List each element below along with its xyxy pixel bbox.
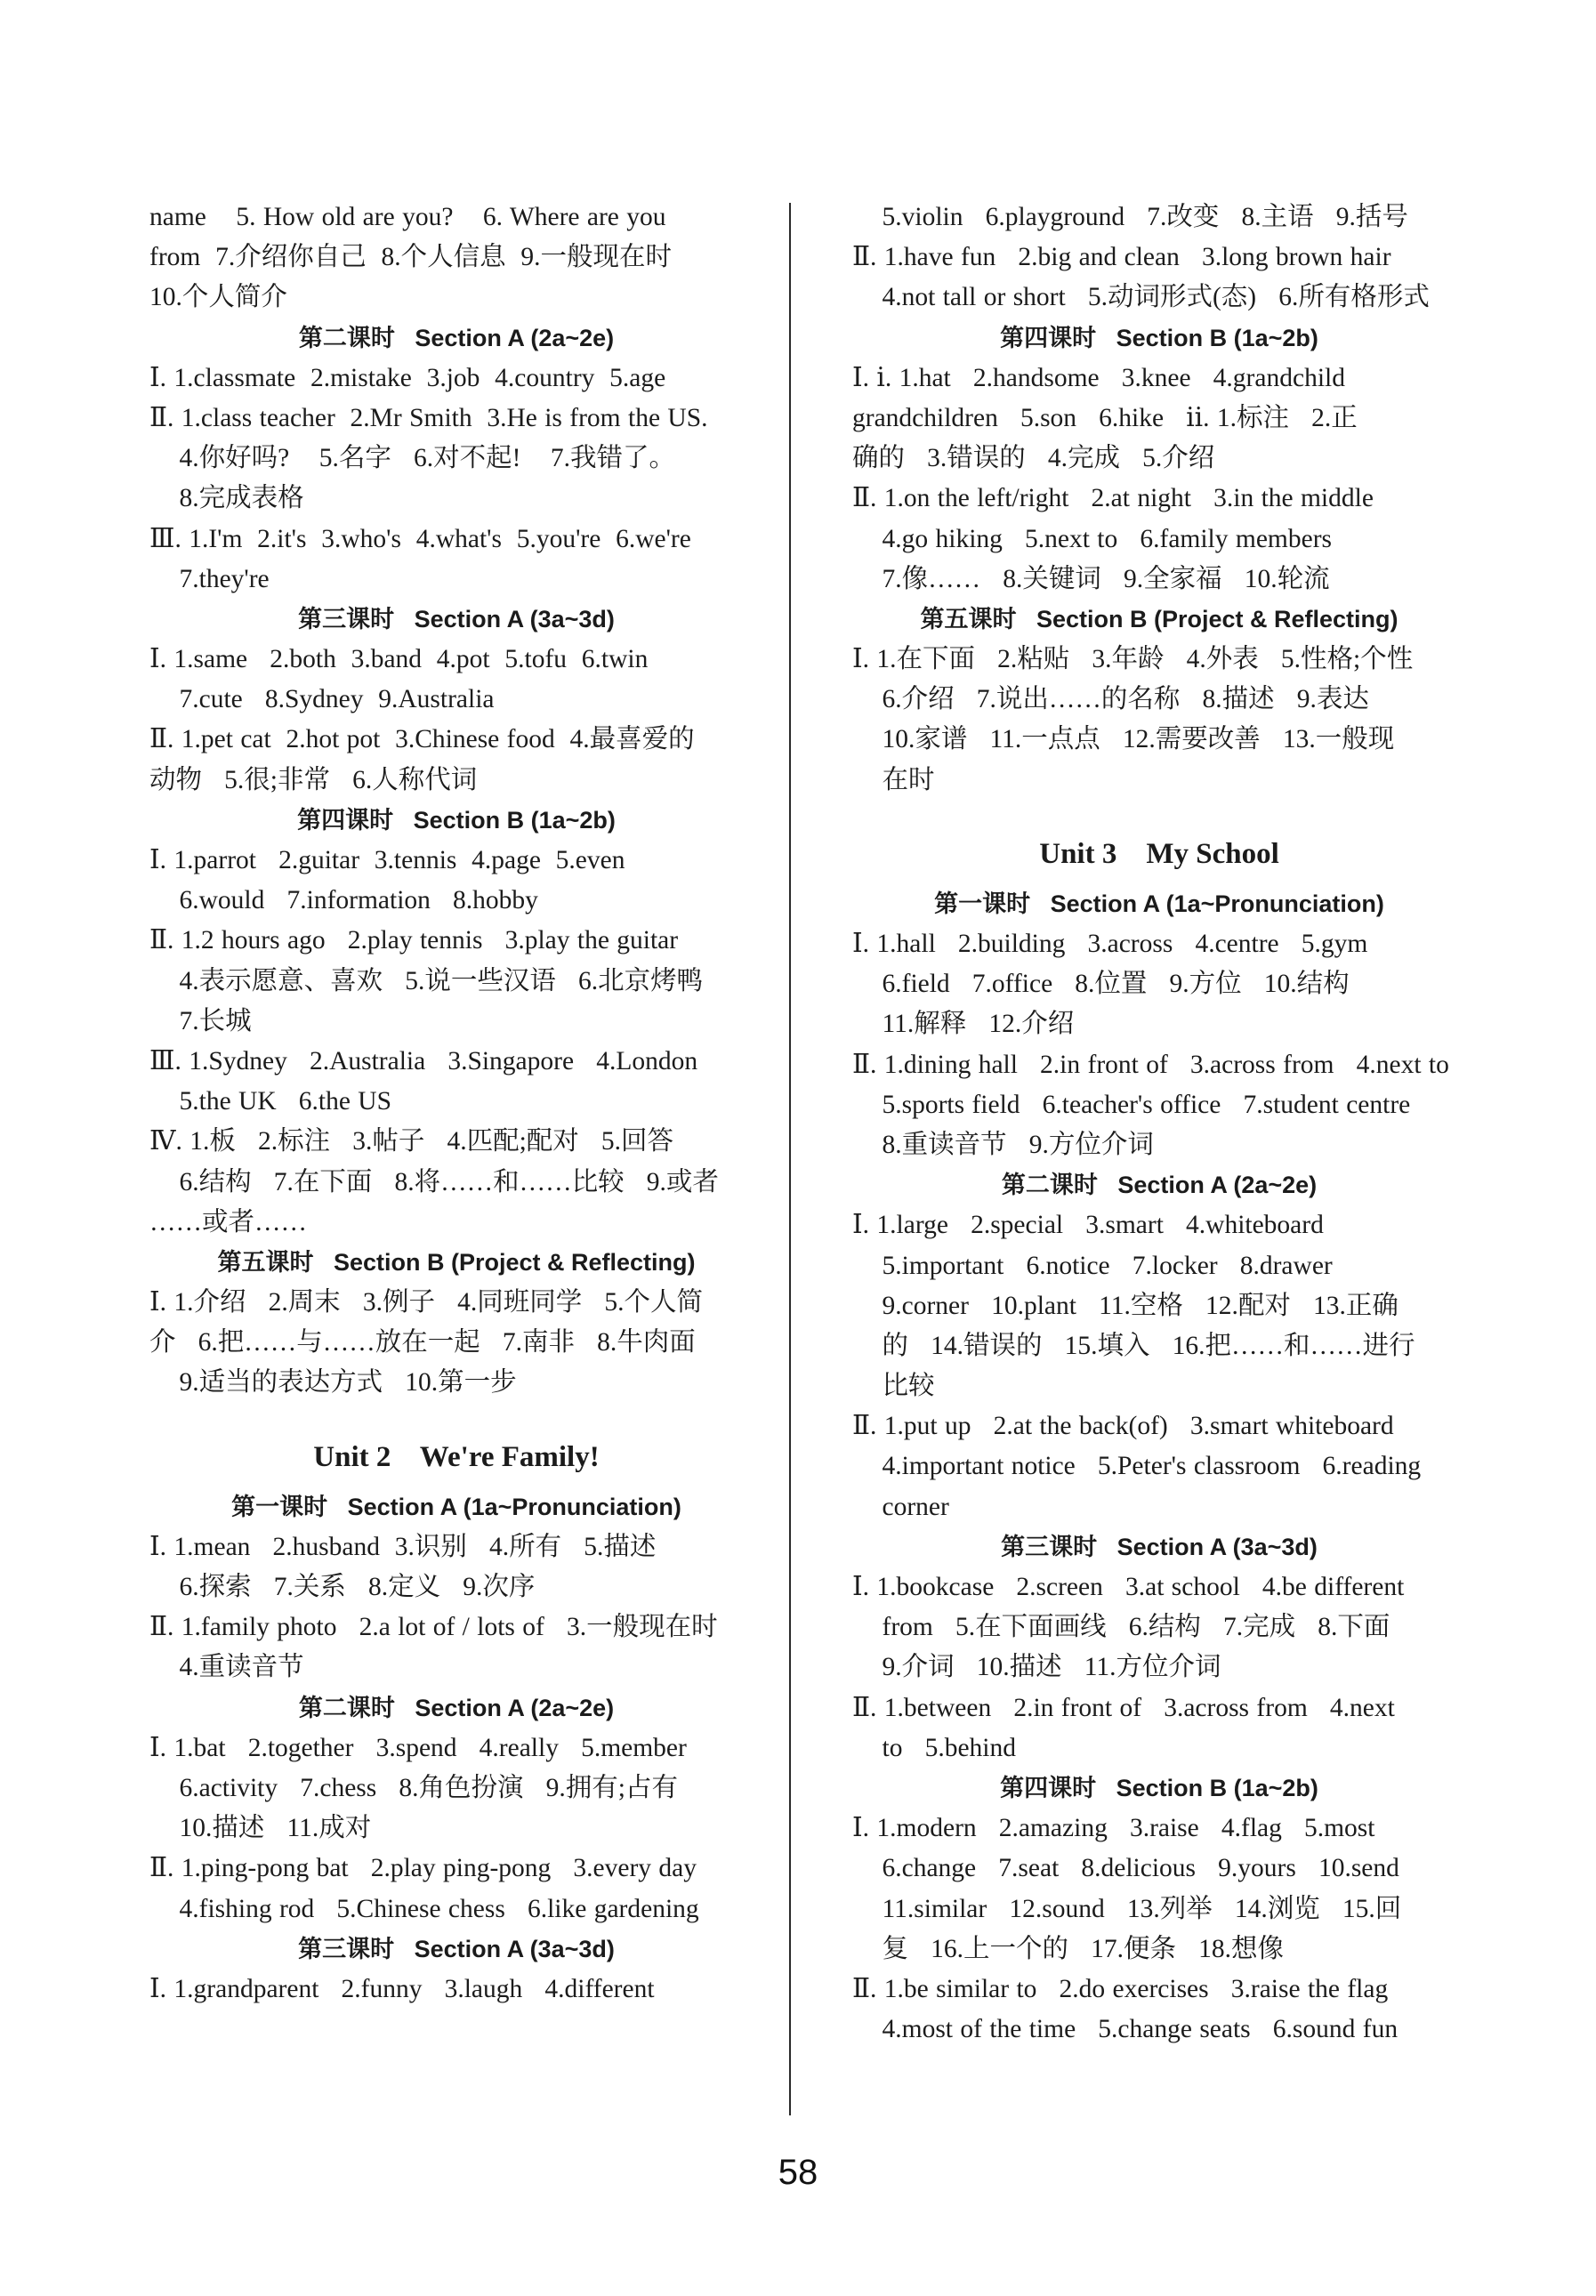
answer-line: 4.not tall or short 5.动词形式(态) 6.所有格形式 [852,283,1430,312]
answer-line: Ⅰ. ⅰ. 1.hat 2.handsome 3.knee 4.grandchild [852,363,1345,392]
answer-line: 比较 [852,1372,935,1401]
answer-line: Ⅱ. 1.pet cat 2.hot pot 3.Chinese food 4.最喜爱的 [149,725,695,754]
answer-line: 5.the UK 6.the US [149,1087,392,1116]
answer-line: 4.go hiking 5.next to 6.family members [852,524,1333,553]
answer-line: ……或者…… [149,1207,308,1237]
answer-line: corner [852,1492,949,1521]
lesson-heading: 第二课时 Section A (2a~2e) [298,324,615,351]
answer-line: 4.important notice 5.Peter's classroom 6.reading [852,1452,1422,1481]
answer-line: 8.重读音节 9.方位介词 [852,1130,1154,1159]
answer-line: 7.cute 8.Sydney 9.Australia [149,685,495,714]
lesson-heading: 第三课时 Section A (3a~3d) [298,1935,615,1962]
answer-line: Ⅰ. 1.large 2.special 3.smart 4.whiteboard [852,1211,1324,1240]
answer-line: 6.change 7.seat 8.delicious 9.yours 10.send [852,1854,1399,1883]
unit-title: Unit 3 My School [1039,837,1279,870]
answer-line: Ⅱ. 1.between 2.in front of 3.across from 4.next [852,1693,1395,1722]
answer-line: 7.they're [149,564,270,593]
answer-line: 10.描述 11.成对 [149,1814,372,1843]
answer-line: Ⅰ. 1.parrot 2.guitar 3.tennis 4.page 5.even [149,846,625,874]
answer-line: 7.像…… 8.关键词 9.全家福 10.轮流 [852,564,1330,593]
answer-line: 9.适当的表达方式 10.第一步 [149,1368,517,1398]
answer-line: 复 16.上一个的 17.便条 18.想像 [852,1934,1285,1963]
answer-line: 11.解释 12.介绍 [852,1010,1075,1039]
answer-line: Ⅰ. 1.same 2.both 3.band 4.pot 5.tofu 6.twin [149,645,649,674]
lesson-heading: 第五课时 Section B (Project & Reflecting) [217,1248,696,1276]
answer-line: 7.长城 [149,1006,252,1035]
answer-line: Ⅰ. 1.bat 2.together 3.spend 4.really 5.member [149,1733,687,1762]
answer-line: 5.important 6.notice 7.locker 8.drawer [852,1251,1333,1280]
lesson-heading: 第一课时 Section A (1a~Pronunciation) [231,1493,681,1520]
answer-line: 6.field 7.office 8.位置 9.方位 10.结构 [852,970,1350,999]
lesson-heading: 第三课时 Section A (3a~3d) [298,605,615,632]
answer-line: Ⅱ. 1.dining hall 2.in front of 3.across from 4.next to [852,1050,1449,1079]
unit-title: Unit 2 We're Family! [313,1440,600,1473]
answer-line: Ⅲ. 1.Sydney 2.Australia 3.Singapore 4.London [149,1046,698,1075]
answer-line: 4.fishing rod 5.Chinese chess 6.like gardening [149,1894,699,1923]
answer-line: 确的 3.错误的 4.完成 5.介绍 [852,444,1215,473]
lesson-heading: 第一课时 Section A (1a~Pronunciation) [934,890,1384,917]
answer-line: 6.探索 7.关系 8.定义 9.次序 [149,1573,536,1601]
answer-line: Ⅱ. 1.be similar to 2.do exercises 3.raise the flag [852,1974,1389,2003]
column-divider [789,203,791,2115]
answer-line: Ⅰ. 1.mean 2.husband 3.识别 4.所有 5.描述 [149,1532,657,1561]
answer-line: Ⅰ. 1.classmate 2.mistake 3.job 4.country 5.age [149,363,666,392]
answer-line: 6.would 7.information 8.hobby [149,886,538,915]
answer-line: Ⅱ. 1.on the left/right 2.at night 3.in the middle [852,484,1374,513]
answer-line: grandchildren 5.son 6.hike ⅱ. 1.标注 2.正 [852,403,1358,432]
answer-line: 4.most of the time 5.change seats 6.sound fun [852,2015,1399,2044]
answer-line: 6.结构 7.在下面 8.将……和……比较 9.或者 [149,1167,719,1196]
answer-line: from 7.介绍你自己 8.个人信息 9.一般现在时 [149,243,672,272]
answer-line: 的 14.错误的 15.填入 16.把……和……进行 [852,1331,1415,1360]
answer-line: 动物 5.很;非常 6.人称代词 [149,765,478,794]
right-column [852,197,1466,2050]
answer-line: 10.家谱 11.一点点 12.需要改善 13.一般现 [852,725,1395,754]
lesson-heading: 第三课时 Section A (3a~3d) [1001,1533,1318,1560]
answer-line: 5.sports field 6.teacher's office 7.student centre [852,1090,1411,1119]
answer-line: Ⅱ. 1.have fun 2.big and clean 3.long brown hair [852,243,1391,272]
answer-line: 6.activity 7.chess 8.角色扮演 9.拥有;占有 [149,1773,678,1802]
answer-line: 9.介词 10.描述 11.方位介词 [852,1653,1221,1682]
answer-line: Ⅱ. 1.2 hours ago 2.play tennis 3.play the guitar [149,926,679,955]
answer-line: 4.表示愿意、喜欢 5.说一些汉语 6.北京烤鸭 [149,966,704,995]
answer-line: Ⅲ. 1.I'm 2.it's 3.who's 4.what's 5.you're 6.we're [149,524,691,553]
answer-line: 4.重读音节 [149,1653,304,1682]
answer-line: 介 6.把……与……放在一起 7.南非 8.牛肉面 [149,1328,696,1357]
answer-line: 4.你好吗? 5.名字 6.对不起! 7.我错了。 [149,444,676,473]
answer-line: Ⅳ. 1.板 2.标注 3.帖子 4.匹配;配对 5.回答 [149,1127,674,1156]
lesson-heading: 第四课时 Section B (1a~2b) [297,806,616,834]
answer-line: 5.violin 6.playground 7.改变 8.主语 9.括号 [852,203,1408,231]
answer-line: Ⅱ. 1.ping-pong bat 2.play ping-pong 3.every day [149,1854,697,1883]
answer-line: 11.similar 12.sound 13.列举 14.浏览 15.回 [852,1894,1402,1923]
lesson-heading: 第四课时 Section B (1a~2b) [1000,1774,1318,1801]
lesson-heading: 第二课时 Section A (2a~2e) [298,1694,615,1721]
left-column [149,197,763,2010]
answer-line: Ⅱ. 1.class teacher 2.Mr Smith 3.He is from the US. [149,403,708,432]
answer-line: Ⅱ. 1.family photo 2.a lot of / lots of 3.一般现在时 [149,1613,718,1642]
answer-line: 9.corner 10.plant 11.空格 12.配对 13.正确 [852,1291,1399,1320]
answer-line: from 5.在下面画线 6.结构 7.完成 8.下面 [852,1613,1390,1642]
answer-line: Ⅱ. 1.put up 2.at the back(of) 3.smart whiteboard [852,1412,1394,1441]
answer-line: 8.完成表格 [149,484,304,513]
lesson-heading: 第二课时 Section A (2a~2e) [1001,1172,1318,1199]
answer-line: 10.个人简介 [149,283,287,312]
answer-line: Ⅰ. 1.bookcase 2.screen 3.at school 4.be different [852,1573,1405,1601]
answer-line: Ⅰ. 1.modern 2.amazing 3.raise 4.flag 5.most [852,1814,1375,1843]
answer-line: Ⅰ. 1.介绍 2.周末 3.例子 4.同班同学 5.个人简 [149,1288,704,1317]
answer-line: 在时 [852,765,935,794]
answer-line: Ⅰ. 1.在下面 2.粘贴 3.年龄 4.外表 5.性格;个性 [852,645,1414,674]
lesson-heading: 第四课时 Section B (1a~2b) [1000,324,1318,351]
lesson-heading: 第五课时 Section B (Project & Reflecting) [920,605,1399,632]
answer-line: to 5.behind [852,1733,1016,1762]
answer-line: Ⅰ. 1.grandparent 2.funny 3.laugh 4.different [149,1974,655,2003]
answer-line: 6.介绍 7.说出……的名称 8.描述 9.表达 [852,685,1369,714]
answer-line: name 5. How old are you? 6. Where are you [149,203,666,231]
answer-line: Ⅰ. 1.hall 2.building 3.across 4.centre 5.gym [852,930,1368,958]
page-number: 58 [778,2153,818,2192]
